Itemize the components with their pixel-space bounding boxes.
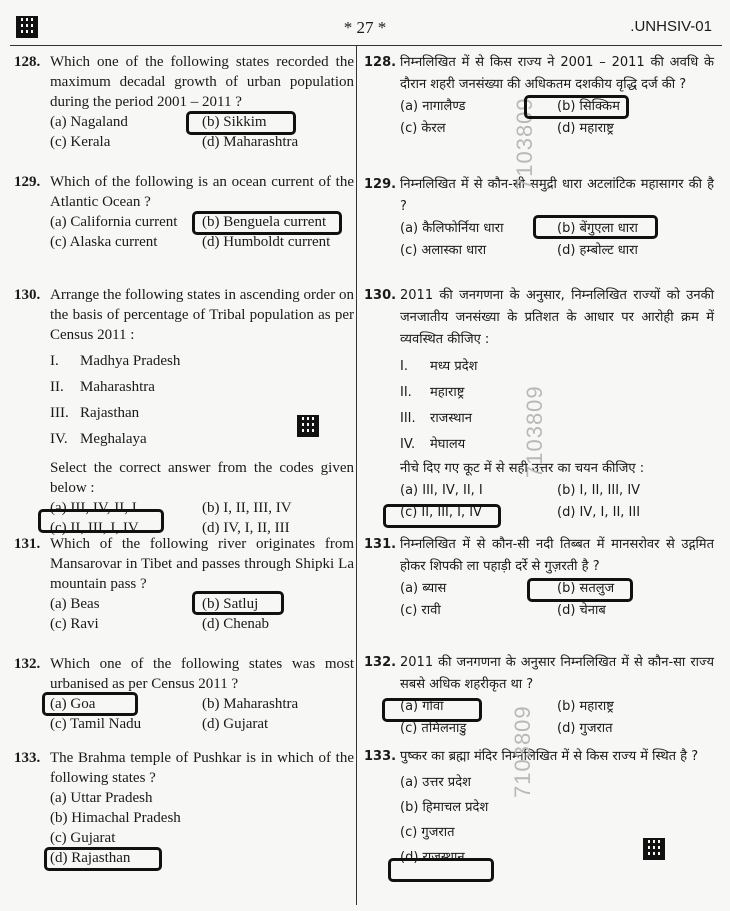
page-number: * 27 * [343, 18, 387, 37]
answer-mark [186, 111, 296, 135]
question-text: निम्नलिखित में से कौन-सी समुद्री धारा अटलांटिक महासागर की है ? [400, 177, 714, 214]
column-divider [356, 45, 357, 905]
list-item: II. महाराष्ट्र [400, 385, 465, 400]
option-a[interactable]: (a) कैलिफोर्निया धारा [400, 221, 504, 236]
question-text: 2011 की जनगणना के अनुसार, निम्नलिखित राज्यों को उनकी जनजातीय जनसंख्या के प्रतिशत के आधार पर आरोही क्रम में व्यवस्थित कीजिए : [400, 288, 714, 347]
answer-mark [533, 215, 658, 239]
list-item: IV. Meghalaya [50, 431, 147, 447]
list-item: III. Rajasthan [50, 405, 140, 421]
paper-code: .UNHSIV-01 [630, 18, 712, 35]
option-b[interactable]: (b) Benguela current [202, 214, 327, 230]
question-text: Which one of the following states recorded the maximum decadal growth of urban population during the period 2001 – 2011 ? [50, 54, 354, 110]
answer-mark [388, 858, 494, 882]
option-a[interactable]: (a) III, IV, II, I [50, 500, 137, 516]
question-number: 128. [364, 55, 397, 70]
option-c[interactable]: (c) रावी [400, 603, 441, 618]
option-c[interactable]: (c) अलास्का धारा [400, 243, 487, 258]
option-d[interactable]: (d) Gujarat [202, 716, 269, 732]
question-text: 2011 की जनगणना के अनुसार निम्नलिखित में से कौन-सा राज्य सबसे अधिक शहरीकृत था ? [400, 655, 714, 692]
option-d[interactable]: (d) IV, I, II, III [557, 505, 641, 520]
option-d[interactable]: (d) Rajasthan [50, 850, 131, 866]
qr-code-icon [643, 838, 665, 860]
question-number: 133. [14, 750, 41, 766]
option-c[interactable]: (c) गुजरात [400, 825, 455, 840]
option-c[interactable]: (c) II, III, I, IV [50, 520, 139, 536]
option-b[interactable]: (b) Sikkim [202, 114, 267, 130]
question-number: 129. [364, 177, 397, 192]
question-131-en [14, 534, 354, 634]
option-d[interactable]: (d) हम्बोल्ट धारा [557, 243, 638, 258]
option-a[interactable]: (a) III, IV, II, I [400, 483, 483, 498]
option-a[interactable]: (a) Uttar Pradesh [50, 790, 153, 806]
option-d[interactable]: (d) गुजरात [557, 721, 613, 736]
option-b[interactable]: (b) Satluj [202, 596, 259, 612]
option-c[interactable]: (c) तमिलनाडु [400, 721, 467, 736]
option-c[interactable]: (c) केरल [400, 121, 446, 136]
option-d[interactable]: (d) IV, I, II, III [202, 520, 290, 536]
answer-mark [524, 95, 629, 119]
question-text: निम्नलिखित में से किस राज्य ने 2001 – 2011 की अवधि के दौरान शहरी जनसंख्या की अधिकतम दशकीय वृद्धि दर्ज की ? [400, 55, 714, 92]
answer-mark [382, 698, 482, 722]
option-a[interactable]: (a) Nagaland [50, 114, 128, 130]
option-b[interactable]: (b) I, II, III, IV [557, 483, 641, 498]
question-text: Which one of the following states was most urbanised as per Census 2011 ? [50, 656, 354, 692]
option-a[interactable]: (a) ब्यास [400, 581, 447, 596]
question-number: 132. [14, 656, 41, 672]
option-a[interactable]: (a) Goa [50, 696, 96, 712]
option-c[interactable]: (c) Tamil Nadu [50, 716, 142, 732]
option-d[interactable]: (d) Chenab [202, 616, 270, 632]
question-text: पुष्कर का ब्रह्मा मंदिर निम्नलिखित में से किस राज्य में स्थित है ? [400, 749, 699, 764]
option-d[interactable]: (d) महाराष्ट्र [557, 121, 614, 136]
watermark-stamp: 7103809 [522, 385, 547, 478]
question-130-en [14, 285, 354, 538]
question-text: The Brahma temple of Pushkar is in which of the following states ? [50, 750, 354, 786]
question-number: 131. [364, 537, 397, 552]
answer-mark [527, 578, 633, 602]
question-text: Arrange the following states in ascending order on the basis of percentage of Tribal population as per Census 2011 : [50, 287, 354, 343]
option-b[interactable]: (b) Himachal Pradesh [50, 810, 181, 826]
option-c[interactable]: (c) II, III, I, IV [400, 505, 482, 520]
option-a[interactable]: (a) Beas [50, 596, 100, 612]
question-text: निम्नलिखित में से कौन-सी नदी तिब्बत में मानसरोवर से उद्गमित होकर शिपकी ला पहाड़ी दर्रे से गुज़रती है ? [400, 537, 714, 574]
instruction-text: Select the correct answer from the codes given below : [50, 460, 354, 496]
option-b[interactable]: (b) महाराष्ट्र [557, 699, 614, 714]
answer-mark [192, 211, 342, 235]
option-a[interactable]: (a) गोवा [400, 699, 444, 714]
answer-mark [192, 591, 284, 615]
answer-mark [383, 504, 501, 528]
list-item: IV. मेघालय [400, 437, 466, 452]
option-b[interactable]: (b) बेंगुएला धारा [557, 221, 638, 236]
answer-mark [44, 847, 162, 871]
watermark-stamp: 7103809 [510, 705, 535, 798]
option-c[interactable]: (c) Ravi [50, 616, 99, 632]
question-number: 130. [364, 288, 397, 303]
question-number: 132. [364, 655, 397, 670]
option-d[interactable]: (d) Humboldt current [202, 234, 331, 250]
instruction-text: नीचे दिए गए कूट में से सही उत्तर का चयन कीजिए : [400, 461, 645, 476]
question-132-hi [364, 652, 714, 740]
watermark-stamp: 7103809 [512, 97, 537, 190]
option-c[interactable]: (c) Alaska current [50, 234, 158, 250]
option-b[interactable]: (b) हिमाचल प्रदेश [400, 800, 489, 815]
option-b[interactable]: (b) Maharashtra [202, 696, 299, 712]
option-d[interactable]: (d) चेनाब [557, 603, 606, 618]
question-number: 131. [14, 536, 41, 552]
option-a[interactable]: (a) California current [50, 214, 178, 230]
option-a[interactable]: (a) उत्तर प्रदेश [400, 775, 471, 790]
option-d[interactable]: (d) Maharashtra [202, 134, 299, 150]
answer-mark [42, 692, 138, 716]
list-item: I. मध्य प्रदेश [400, 359, 478, 374]
options [400, 772, 714, 872]
question-number: 129. [14, 174, 41, 190]
option-d[interactable]: (d) राजस्थान [400, 850, 465, 865]
question-128-en [14, 52, 354, 152]
state-list [400, 354, 714, 458]
option-b[interactable]: (b) I, II, III, IV [202, 500, 292, 516]
list-item: II. Maharashtra [50, 379, 155, 395]
list-item: I. Madhya Pradesh [50, 353, 181, 369]
option-b[interactable]: (b) सिक्किम [557, 99, 620, 114]
question-number: 130. [14, 287, 41, 303]
question-text: Which of the following is an ocean current of the Atlantic Ocean ? [50, 174, 354, 210]
option-a[interactable]: (a) नागालैण्ड [400, 99, 466, 114]
question-number: 128. [14, 54, 41, 70]
option-c[interactable]: (c) Gujarat [50, 830, 116, 846]
list-item: III. राजस्थान [400, 411, 473, 426]
option-c[interactable]: (c) Kerala [50, 134, 111, 150]
qr-code-icon [297, 415, 319, 437]
answer-mark [38, 509, 164, 533]
option-b[interactable]: (b) सतलुज [557, 581, 615, 596]
question-number: 133. [364, 749, 397, 764]
header-rule [10, 45, 722, 46]
question-text: Which of the following river originates from Mansarovar in Tibet and passes through Shipki La mountain pass ? [50, 536, 354, 592]
